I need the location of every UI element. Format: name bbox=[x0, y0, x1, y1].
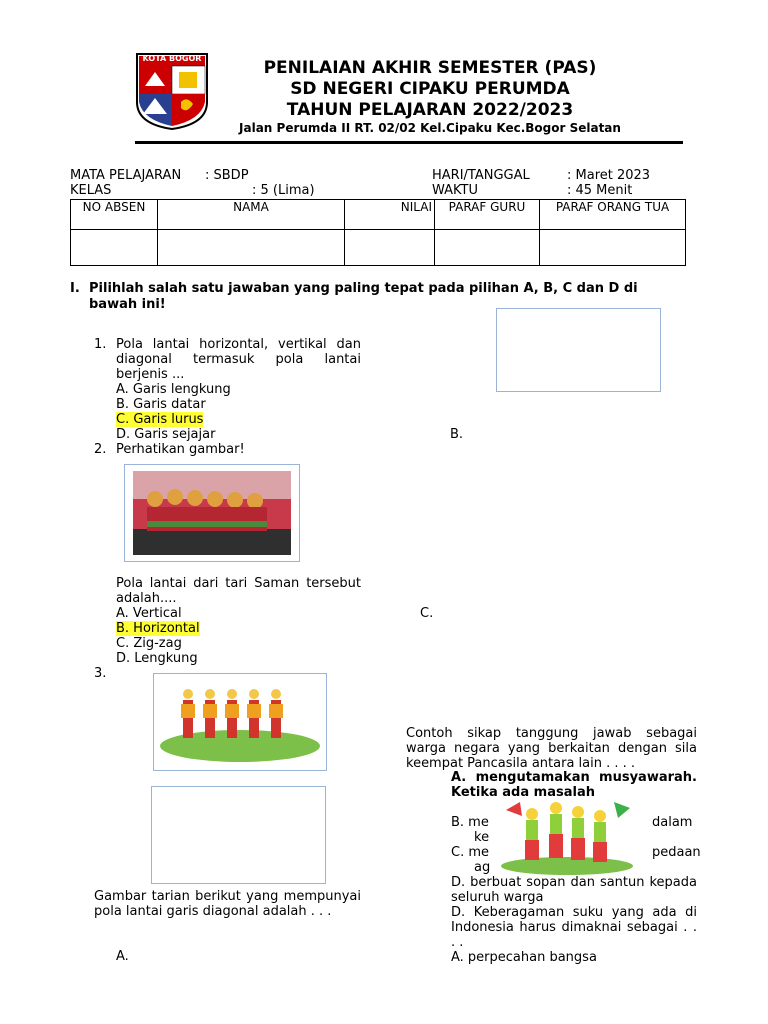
keberagaman-question: D. Keberagaman suku yang ada di Indonesia harus dimaknai sebagai . . . . bbox=[451, 905, 697, 950]
header-paraf-guru: PARAF GURU bbox=[435, 200, 540, 230]
pancasila-question: Contoh sikap tanggung jawab sebagai warga negara yang berkaitan dengan sila keempat Pancasila antara lain . . . . bbox=[406, 726, 697, 771]
q3-question-text: Gambar tarian berikut yang mempunyai pola lantai garis diagonal adalah . . . bbox=[94, 889, 361, 919]
q2-option-a[interactable]: A. Vertical bbox=[116, 606, 182, 621]
q2-number: 2. bbox=[94, 442, 107, 457]
q1-option-d[interactable]: D. Garis sejajar bbox=[116, 427, 216, 442]
right-option-b-label: B. bbox=[450, 427, 464, 442]
school-address: Jalan Perumda II RT. 02/02 Kel.Cipaku Kec.Bogor Selatan bbox=[239, 121, 621, 135]
hari-value: : Maret 2023 bbox=[567, 168, 651, 183]
pancasila-option-c-tail: pedaan bbox=[652, 845, 701, 860]
header-nama: NAMA bbox=[158, 200, 345, 230]
q1-option-c-highlighted[interactable]: C. Garis lurus bbox=[116, 412, 204, 427]
pancasila-option-b[interactable]: B. me bbox=[451, 815, 489, 830]
q1-number: 1. bbox=[94, 337, 107, 352]
q3-question bbox=[94, 889, 361, 919]
student-id-table bbox=[70, 199, 686, 266]
dance-row-illustration bbox=[153, 673, 327, 771]
q1-option-b[interactable]: B. Garis datar bbox=[116, 397, 206, 412]
pancasila-option-b-tail: dalam bbox=[652, 815, 693, 830]
q1-option-a[interactable]: A. Garis lengkung bbox=[116, 382, 231, 397]
header-nilai: NILAI bbox=[345, 200, 435, 230]
header-line-1: PENILAIAN AKHIR SEMESTER (PAS) bbox=[263, 58, 597, 78]
q2-option-b-highlighted[interactable]: B. Horizontal bbox=[116, 621, 200, 636]
pancasila-option-c-line2: ag bbox=[474, 860, 491, 875]
waktu-label: WAKTU bbox=[432, 183, 479, 198]
q1-text: Pola lantai horizontal, vertikal dan diagonal termasuk pola lantai berjenis ... bbox=[116, 337, 361, 382]
header-line-2: SD NEGERI CIPAKU PERUMDA bbox=[290, 79, 570, 99]
kelas-label: KELAS bbox=[70, 183, 112, 198]
cell-paraf-guru[interactable] bbox=[435, 230, 540, 266]
cell-paraf-orang-tua[interactable] bbox=[540, 230, 686, 266]
kota-bogor-logo bbox=[135, 52, 209, 130]
cell-no-absen[interactable] bbox=[71, 230, 158, 266]
section-instruction: Pilihlah salah satu jawaban yang paling tepat pada pilihan A, B, C dan D di bawah ini! bbox=[89, 281, 638, 312]
header-no-absen: NO ABSEN bbox=[71, 200, 158, 230]
pancasila-option-d[interactable]: D. berbuat sopan dan santun kepada seluruh warga bbox=[451, 875, 697, 905]
mapel-label: MATA PELAJARAN bbox=[70, 168, 182, 183]
answer-image-placeholder-b bbox=[496, 308, 661, 392]
saman-dance-photo bbox=[124, 464, 300, 562]
right-option-c-label: C. bbox=[420, 606, 434, 621]
pancasila-option-b-line2: ke bbox=[474, 830, 490, 845]
q3-option-a[interactable]: A. bbox=[116, 949, 129, 964]
q2-question bbox=[116, 576, 361, 606]
header-divider bbox=[135, 141, 683, 144]
q2-text: Perhatikan gambar! bbox=[116, 442, 245, 457]
cell-nama[interactable] bbox=[158, 230, 345, 266]
logo-text: KOTA BOGOR bbox=[142, 54, 202, 63]
pancasila-option-a[interactable]: A. mengutamakan musyawarah. Ketika ada masalah bbox=[451, 770, 697, 800]
q2-option-c[interactable]: C. Zig-zag bbox=[116, 636, 182, 651]
pancasila-option-c[interactable]: C. me bbox=[451, 845, 490, 860]
waktu-value: : 45 Menit bbox=[567, 183, 633, 198]
kelas-value: : 5 (Lima) bbox=[252, 183, 315, 198]
keberagaman-option-a[interactable]: A. perpecahan bangsa bbox=[451, 950, 597, 965]
dancing-children-illustration bbox=[498, 796, 636, 876]
q2-option-d[interactable]: D. Lengkung bbox=[116, 651, 198, 666]
q3-number: 3. bbox=[94, 666, 107, 681]
answer-image-placeholder-a bbox=[151, 786, 326, 884]
section-number: I. bbox=[70, 281, 80, 296]
mapel-value: : SBDP bbox=[205, 168, 249, 183]
q2-question-text: Pola lantai dari tari Saman tersebut adalah.... bbox=[116, 576, 361, 606]
header-paraf-orang-tua: PARAF ORANG TUA bbox=[540, 200, 686, 230]
cell-nilai[interactable] bbox=[345, 230, 435, 266]
header-line-3: TAHUN PELAJARAN 2022/2023 bbox=[286, 100, 574, 120]
hari-label: HARI/TANGGAL bbox=[432, 168, 530, 183]
